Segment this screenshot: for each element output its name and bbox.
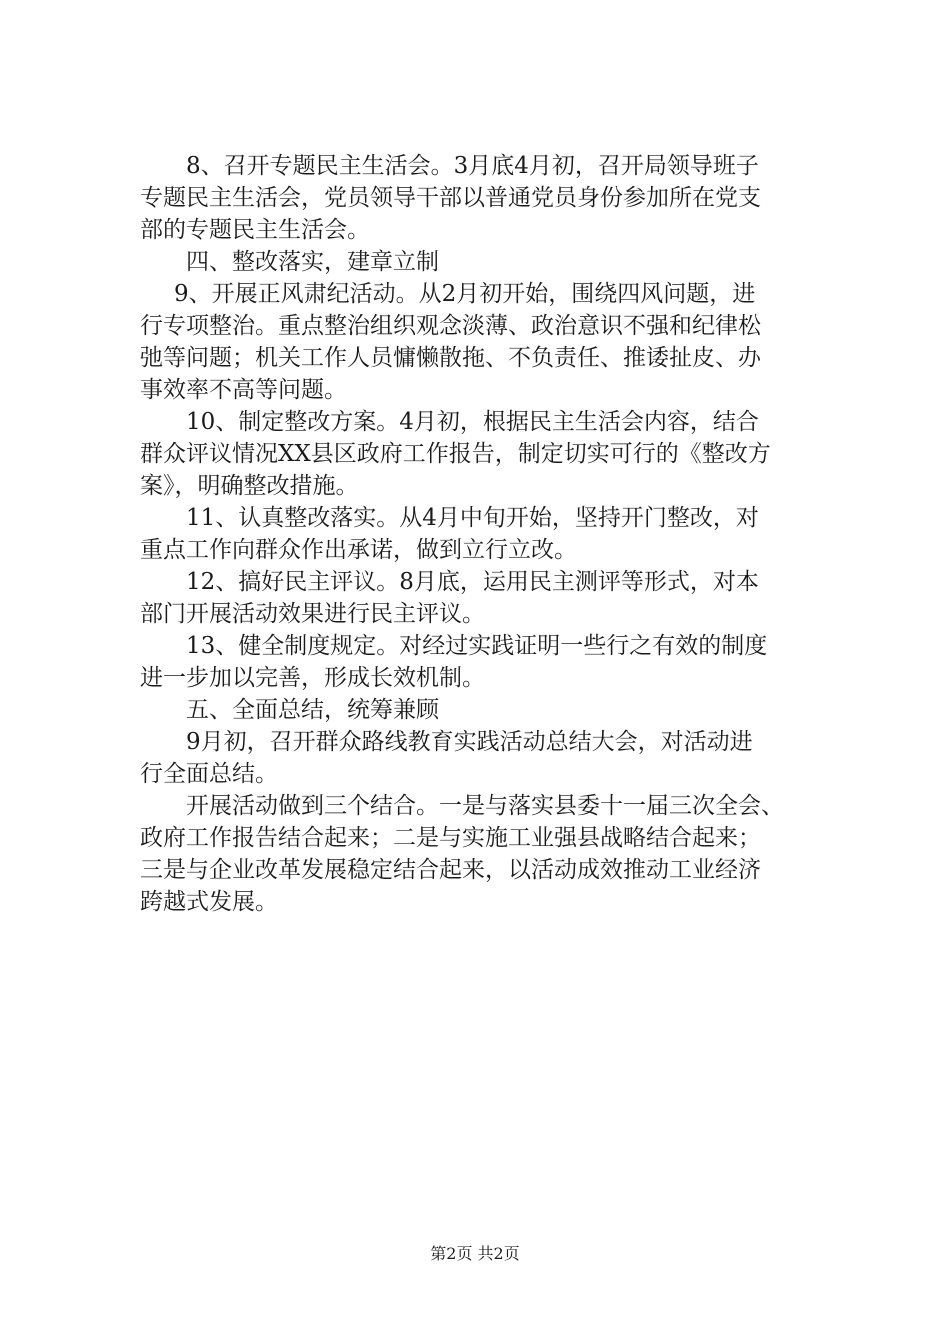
text-line: 10、制定整改方案。4月初，根据民主生活会内容，结合	[186, 409, 759, 435]
text-line: 跨越式发展。	[140, 889, 278, 915]
text-line: 12、搞好民主评议。8月底，运用民主测评等形式，对本	[186, 569, 759, 595]
text-line: 群众评议情况XX县区政府工作报告，制定切实可行的《整改方	[140, 441, 771, 467]
text-line: 开展活动做到三个结合。一是与落实县委十一届三次全会、	[186, 793, 784, 819]
text-line: 部门开展活动效果进行民主评议。	[140, 601, 485, 627]
text-line: 8、召开专题民主生活会。3月底4月初，召开局领导班子	[186, 153, 759, 179]
section-heading: 五、全面总结，统筹兼顾	[186, 697, 439, 723]
page-number-footer: 第2页 共2页	[430, 1244, 520, 1263]
text-line: 9月初，召开群众路线教育实践活动总结大会，对活动进	[186, 729, 753, 755]
text-line: 行专项整治。重点整治组织观念淡薄、政治意识不强和纪律松	[140, 313, 761, 339]
text-line: 13、健全制度规定。对经过实践证明一些行之有效的制度	[186, 633, 768, 659]
text-line: 9、开展正风肃纪活动。从2月初开始，围绕四风问题，进	[174, 281, 756, 307]
text-line: 11、认真整改落实。从4月中旬开始，坚持开门整改，对	[186, 505, 759, 531]
text-line: 重点工作向群众作出承诺，做到立行立改。	[140, 537, 577, 563]
text-line: 进一步加以完善，形成长效机制。	[140, 665, 485, 691]
text-line: 行全面总结。	[140, 761, 278, 787]
text-line: 专题民主生活会，党员领导干部以普通党员身份参加所在党支	[140, 185, 761, 211]
text-line: 政府工作报告结合起来；二是与实施工业强县战略结合起来；	[140, 825, 761, 851]
text-line: 部的专题民主生活会。	[140, 217, 370, 243]
text-line: 事效率不高等问题。	[140, 377, 347, 403]
text-line: 弛等问题；机关工作人员慵懒散拖、不负责任、推诿扯皮、办	[140, 345, 761, 371]
section-heading: 四、整改落实，建章立制	[186, 249, 439, 275]
document-body	[140, 150, 830, 918]
text-line: 案》，明确整改措施。	[140, 473, 359, 499]
text-line: 三是与企业改革发展稳定结合起来，以活动成效推动工业经济	[140, 857, 761, 883]
